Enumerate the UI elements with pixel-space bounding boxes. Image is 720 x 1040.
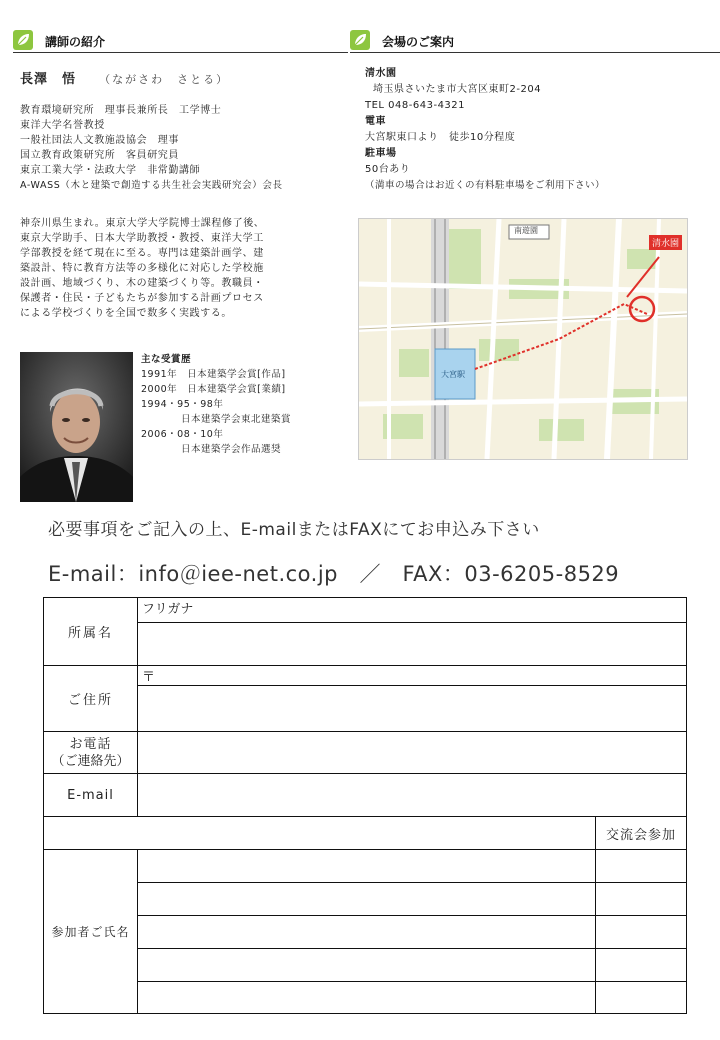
award-line: 2006・08・10年 bbox=[141, 429, 224, 440]
train-heading: 電車 bbox=[365, 116, 386, 127]
train-info: 大宮駅東口より 徒歩10分程度 bbox=[365, 132, 516, 143]
participant-name-field[interactable] bbox=[138, 883, 596, 916]
venue-info bbox=[365, 66, 715, 194]
lecturer-name-row bbox=[20, 68, 229, 87]
leaf-icon bbox=[13, 30, 33, 50]
affiliation-field[interactable] bbox=[138, 623, 687, 666]
awards-heading: 主な受賞歴 bbox=[141, 354, 192, 365]
map-label-park: 南遊園 bbox=[514, 226, 538, 235]
phone-label-main: お電話 bbox=[69, 736, 112, 752]
bio-line: による学校づくりを全国で数多く実践する。 bbox=[20, 308, 232, 319]
title-line: 東洋大学名誉教授 bbox=[20, 120, 105, 131]
bio-line: 築設計、特に教育方法等の多様化に対応した学校施 bbox=[20, 263, 264, 274]
venue-section-header bbox=[350, 30, 720, 53]
parking-heading: 駐車場 bbox=[365, 148, 397, 159]
award-line: 1991年 日本建築学会賞[作品] bbox=[141, 369, 286, 380]
award-line: 1994・95・98年 bbox=[141, 399, 224, 410]
social-label: 交流会参加 bbox=[596, 817, 687, 850]
leaf-icon bbox=[350, 30, 370, 50]
venue-name: 清水園 bbox=[365, 68, 397, 79]
social-attend-field[interactable] bbox=[596, 850, 687, 883]
application-notice: 必要事項をご記入の上、E-mailまたはFAXにてお申込み下さい bbox=[48, 520, 540, 540]
social-attend-field[interactable] bbox=[596, 949, 687, 982]
bio-line: 神奈川県生まれ。東京大学大学院博士課程修了後、 bbox=[20, 218, 265, 229]
participant-name-field[interactable] bbox=[138, 949, 596, 982]
email-field[interactable] bbox=[138, 774, 687, 817]
postal-field[interactable] bbox=[138, 666, 687, 686]
lecturer-photo bbox=[20, 352, 133, 502]
venue-heading: 会場のご案内 bbox=[382, 35, 455, 49]
lecturer-bio bbox=[20, 216, 350, 321]
lecturer-section-header bbox=[13, 30, 348, 53]
parking-info: 50台あり bbox=[365, 164, 411, 175]
bio-line: 設計画、地域づくり、木の建築づくり等。教職員・ bbox=[20, 278, 264, 289]
address-field[interactable] bbox=[138, 686, 687, 732]
lecturer-titles bbox=[20, 103, 350, 193]
address-label: ご住所 bbox=[44, 666, 138, 732]
map-label-venue: 清水園 bbox=[649, 235, 682, 250]
postal-mark: 〒 bbox=[142, 670, 156, 685]
participant-name-field[interactable] bbox=[138, 916, 596, 949]
award-line: 2000年 日本建築学会賞[業績] bbox=[141, 384, 286, 395]
venue-map bbox=[358, 218, 688, 460]
bio-line: 保護者・住民・子どもたちが参加する計画プロセス bbox=[20, 293, 264, 304]
phone-field[interactable] bbox=[138, 732, 687, 774]
title-line: 一般社団法人文教施設協会 理事 bbox=[20, 135, 179, 146]
participants-label: 参加者ご氏名 bbox=[44, 850, 138, 1014]
bio-line: 学部教授を経て現在に至る。専門は建築計画学、建 bbox=[20, 248, 264, 259]
application-form bbox=[43, 597, 687, 1014]
award-line: 日本建築学会作品選奨 bbox=[141, 444, 282, 455]
social-attend-field[interactable] bbox=[596, 982, 687, 1014]
venue-address: 埼玉県さいたま市大宮区東町2-204 bbox=[373, 84, 542, 95]
title-line: 国立教育政策研究所 客員研究員 bbox=[20, 150, 179, 161]
awards-block bbox=[141, 352, 346, 457]
venue-tel: TEL 048-643-4321 bbox=[365, 100, 466, 111]
contact-line: E-mail：info＠iee-net.co.jp ／ FAX：03-6205-8529 bbox=[48, 562, 620, 586]
title-line: 東京工業大学・法政大学 非常勤講師 bbox=[20, 165, 201, 176]
social-attend-field[interactable] bbox=[596, 916, 687, 949]
social-attend-field[interactable] bbox=[596, 883, 687, 916]
bio-line: 東京大学助手、日本大学助教授・教授、東洋大学工 bbox=[20, 233, 264, 244]
lecturer-reading: （ながさわ さとる） bbox=[99, 73, 230, 86]
phone-label-sub: （ご連絡先） bbox=[51, 753, 130, 769]
lecturer-name: 長澤 悟 bbox=[20, 72, 77, 87]
email-label: E-mail bbox=[44, 774, 138, 817]
lecturer-heading: 講師の紹介 bbox=[45, 35, 106, 49]
participants-header-blank bbox=[44, 817, 596, 850]
participant-name-field[interactable] bbox=[138, 850, 596, 883]
parking-note: （満車の場合はお近くの有料駐車場をご利用下さい） bbox=[365, 180, 606, 191]
title-line: A-WASS（木と建築で創造する共生社会実践研究会）会長 bbox=[20, 180, 283, 191]
award-line: 日本建築学会東北建築賞 bbox=[141, 414, 292, 425]
phone-label bbox=[44, 732, 138, 774]
participant-name-field[interactable] bbox=[138, 982, 596, 1014]
furigana-field[interactable] bbox=[138, 598, 687, 623]
affiliation-label: 所属名 bbox=[44, 598, 138, 666]
furigana-label: フリガナ bbox=[142, 602, 194, 617]
title-line: 教育環境研究所 理事長兼所長 工学博士 bbox=[20, 105, 222, 116]
map-label-station: 大宮駅 bbox=[441, 370, 465, 379]
